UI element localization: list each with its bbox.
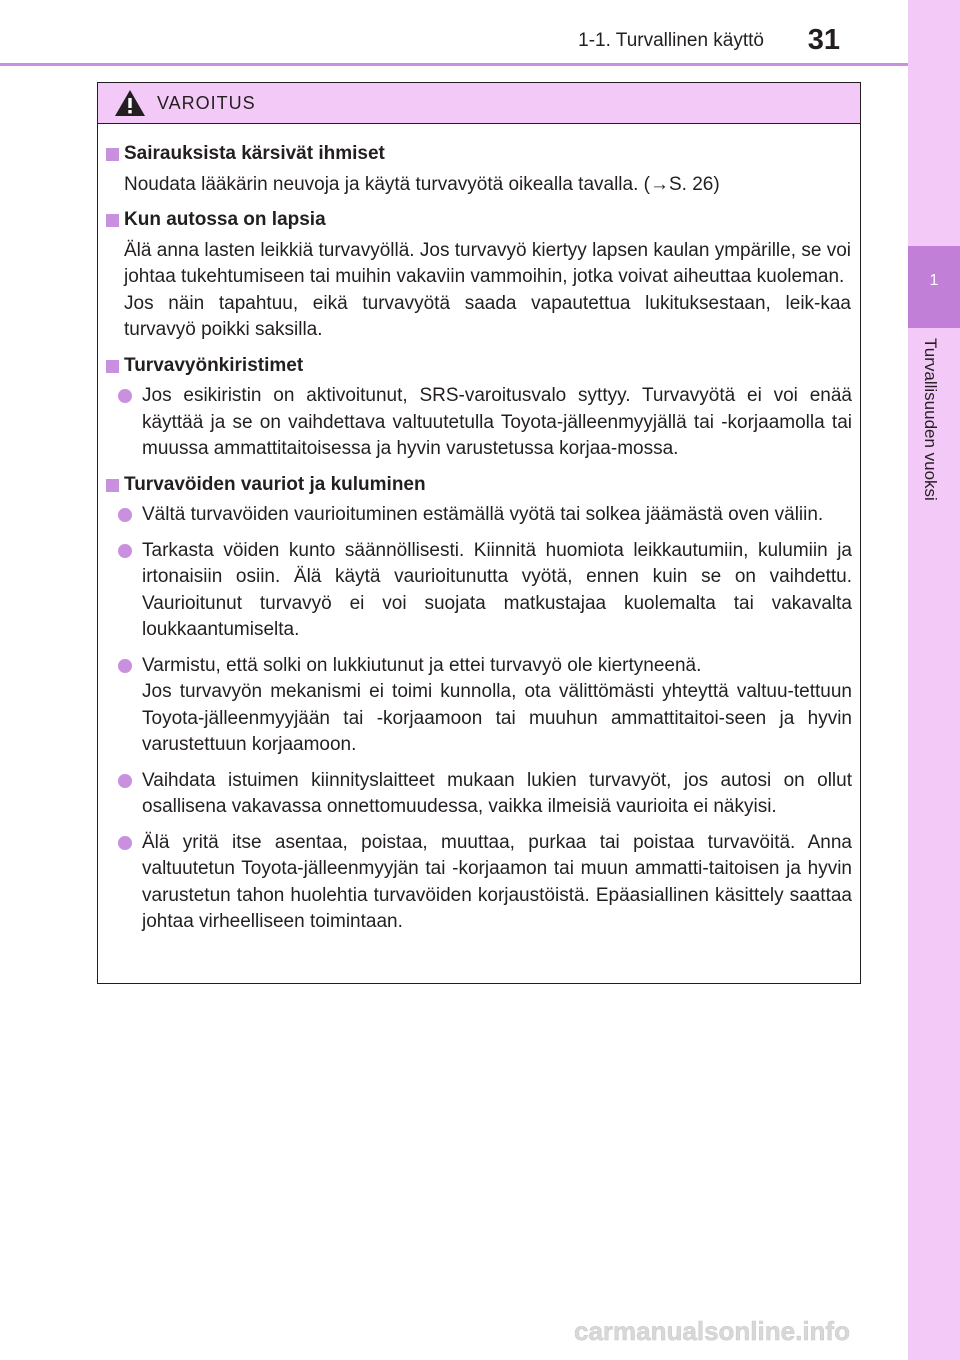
warning-section xyxy=(98,472,860,936)
warning-triangle-icon xyxy=(114,89,146,117)
svg-text:carmanualsonline.info: carmanualsonline.info xyxy=(574,1316,850,1346)
bullet-item xyxy=(98,383,852,463)
round-bullet-icon xyxy=(118,389,132,403)
section-heading-text: Kun autossa on lapsia xyxy=(124,209,326,230)
paragraph: Noudata lääkärin neuvoja ja käytä turvavyötä oikealla tavalla. (→S. 26) xyxy=(124,173,720,195)
warning-section xyxy=(98,141,860,198)
bullet-item xyxy=(98,830,852,936)
chapter-tab xyxy=(908,246,960,328)
round-bullet-icon xyxy=(118,774,132,788)
section-heading-text: Turvavyönkiristimet xyxy=(124,354,304,376)
watermark-logo xyxy=(522,1314,902,1348)
paragraph: Jos näin tapahtuu, eikä turvavyötä saada vapautettua lukituksestaan, leik-kaa turvavyö poikki saksilla. xyxy=(124,292,851,340)
warning-section xyxy=(98,353,860,463)
round-bullet-icon xyxy=(118,836,132,850)
section-heading xyxy=(98,472,860,499)
square-bullet-icon xyxy=(106,360,119,373)
section-heading-text: Sairauksista kärsivät ihmiset xyxy=(124,143,385,164)
round-bullet-icon xyxy=(118,544,132,558)
warning-content xyxy=(98,141,860,945)
bullet-text: Vaihdata istuimen kiinnityslaitteet mukaan lukien turvavyöt, jos autosi on ollut osallisena vakavassa onnettomuudessa, vaikka ilmeisiä vaurioita ei näkyisi. xyxy=(142,769,852,817)
square-bullet-icon xyxy=(106,479,119,492)
bullet-item xyxy=(98,653,852,759)
chapter-title: Turvallisuuden vuoksi xyxy=(921,338,940,501)
side-tab xyxy=(908,0,960,1360)
round-bullet-icon xyxy=(118,508,132,522)
bullet-text: Jos esikiristin on aktivoitunut, SRS-varoitusvalo syttyy. Turvavyötä ei voi enää käyttää ja se on vaihdettava valtuutetulla Toyota-jälleenmyyjällä tai -korjaamolla tai muussa ammattitaitoisessa ja hyvin varustetussa korjaa-mossa. xyxy=(142,385,852,459)
warning-section xyxy=(98,207,860,344)
paragraph: Älä anna lasten leikkiä turvavyöllä. Jos turvavyö kiertyy lapsen kaulan ympärille, se voi johtaa tukehtumiseen tai muihin vakaviin vammoihin, jotka voivat aiheuttaa kuoleman. xyxy=(124,239,851,287)
page-header xyxy=(0,0,908,62)
header-rule xyxy=(0,63,908,66)
section-heading xyxy=(98,353,860,380)
bullet-item xyxy=(98,538,852,644)
bullet-text: Vältä turvavöiden vaurioituminen estämällä vyötä tai solkea jäämästä oven väliin. xyxy=(142,504,824,525)
section-heading xyxy=(98,141,860,168)
section-title: 1-1. Turvallinen käyttö xyxy=(578,30,764,51)
section-heading xyxy=(98,207,860,234)
round-bullet-icon xyxy=(118,659,132,673)
section-heading-text: Turvavöiden vauriot ja kuluminen xyxy=(124,473,426,495)
warning-title: VAROITUS xyxy=(157,93,256,113)
bullet-text: Älä yritä itse asentaa, poistaa, muuttaa, purkaa tai poistaa turvavöitä. Anna valtuutetun Toyota-jälleenmyyjän tai -korjaamon tai muun ammatti-taitoisen ja hyvin varustetun tahon huolehtia turvavöiden korjaustöistä. Epäasiallinen käsittely saattaa johtaa virheelliseen toimintaan. xyxy=(142,831,852,932)
square-bullet-icon xyxy=(106,214,119,227)
bullet-text: Jos turvavyön mekanismi ei toimi kunnolla, ota välittömästi yhteyttä valtuu-tettuun Toyota-jälleenmyyjään tai -korjaamoon tai muuhun ammattitaitoi-seen ja hyvin varustettuun korjaamoon. xyxy=(142,681,852,755)
bullet-text: Varmistu, että solki on lukkiutunut ja ettei turvavyö ole kiertyneenä. xyxy=(142,654,702,676)
square-bullet-icon xyxy=(106,148,119,161)
bullet-item xyxy=(98,502,852,529)
chapter-number: 1 xyxy=(929,272,939,289)
page-number: 31 xyxy=(807,24,840,56)
bullet-text: Tarkasta vöiden kunto säännöllisesti. Kiinnitä huomiota leikkautumiin, kulumiin ja irtonaisiin osiin. Älä käytä vaurioitunutta vyötä, ennen kuin se on vaihdettu. Vaurioitunut turvavyö ei voi suojata matkustajaa kuolemalta tai vakavalta loukkaantumiselta. xyxy=(142,539,852,640)
bullet-item xyxy=(98,768,852,821)
warning-header xyxy=(98,83,860,124)
warning-box xyxy=(97,82,861,984)
